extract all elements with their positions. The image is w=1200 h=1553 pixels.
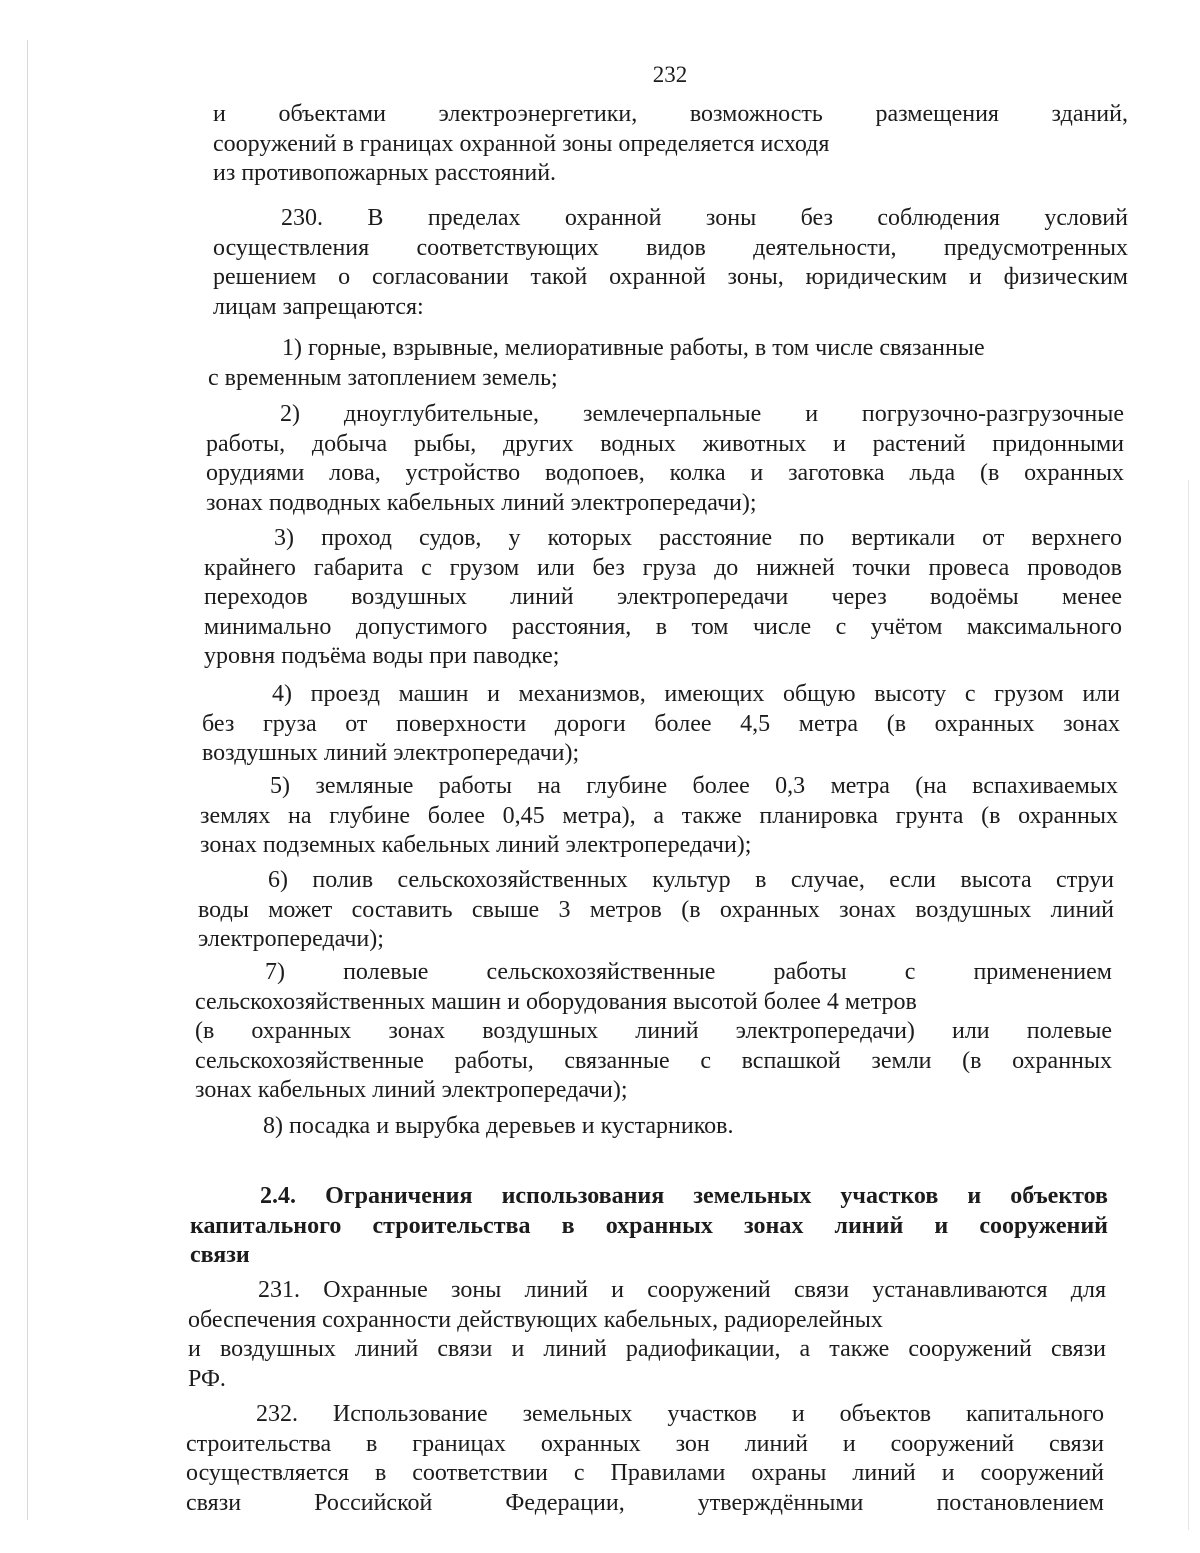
text-line: связи (190, 1242, 250, 1268)
text-line: и объектами электроэнергетики, возможность размещения зданий, (213, 101, 1128, 127)
text-line: 2) дноуглубительные, землечерпальные и погрузочно-разгрузочные (280, 401, 1124, 427)
text-line: работы, добыча рыбы, других водных животных и растений придонными (206, 430, 1124, 457)
text-line: воды может составить свыше 3 метров (в охранных зонах воздушных линий (198, 896, 1114, 923)
text-line: лицам запрещаются: (213, 293, 424, 320)
text-line: 232. Использование земельных участков и объектов капитального (256, 1401, 1104, 1427)
text-line: решением о согласовании такой охранной зоны, юридическим и физическим (213, 264, 1128, 290)
text-line: воздушных линий электропередачи); (202, 740, 580, 766)
paragraph-continuation (213, 100, 1128, 189)
text-line: 8) посадка и вырубка деревьев и кустарников. (263, 1113, 734, 1139)
list-item-2 (206, 400, 1124, 518)
paragraph-231 (188, 1276, 1106, 1394)
text-line: 1) горные, взрывные, мелиоративные работы, в том числе связанные (282, 335, 985, 361)
text-line: 3) проход судов, у которых расстояние по вертикали от верхнего (274, 525, 1122, 551)
text-line: уровня подъёма воды при паводке; (204, 643, 560, 669)
text-line: минимально допустимого расстояния, в том числе с учётом максимального (204, 613, 1122, 640)
text-line: 2.4. Ограничения использования земельных участков и объектов (260, 1183, 1108, 1209)
list-item-1 (208, 334, 1123, 393)
text-line: сельскохозяйственных машин и оборудования высотой более 4 метров (195, 988, 917, 1015)
text-line: 6) полив сельскохозяйственных культур в случае, если высота струи (268, 867, 1114, 893)
text-line: 231. Охранные зоны линий и сооружений связи устанавливаются для (258, 1277, 1106, 1303)
text-line: капитального строительства в охранных зонах линий и сооружений (190, 1212, 1108, 1239)
text-line: электропередачи); (198, 926, 384, 952)
text-line: обеспечения сохранности действующих кабельных, радиорелейных (188, 1306, 883, 1333)
text-line: без груза от поверхности дороги более 4,5 метра (в охранных зонах (202, 710, 1120, 737)
list-item-7 (195, 958, 1112, 1106)
text-line: зонах подводных кабельных линий электропередачи); (206, 489, 757, 516)
text-line: 7) полевые сельскохозяйственные работы с применением (265, 959, 1112, 985)
text-line: РФ. (188, 1365, 226, 1392)
text-line: осуществляется в соответствии с Правилами охраны линий и сооружений (186, 1460, 1104, 1486)
text-line: 5) земляные работы на глубине более 0,3 метра (на вспахиваемых (270, 773, 1118, 799)
scan-edge-right (1188, 480, 1189, 1530)
text-line: из противопожарных расстояний. (213, 160, 557, 186)
text-line: переходов воздушных линий электропередачи через водоёмы менее (204, 584, 1122, 610)
text-line: орудиями лова, устройство водопоев, колка и заготовка льда (в охранных (206, 460, 1124, 486)
paragraph-230 (213, 204, 1128, 322)
text-line: 4) проезд машин и механизмов, имеющих общую высоту с грузом или (272, 681, 1120, 707)
text-line: с временным затоплением земель; (208, 364, 558, 391)
text-line: зонах подземных кабельных линий электропередачи); (200, 832, 752, 858)
text-line: землях на глубине более 0,45 метра), а также планировка грунта (в охранных (200, 802, 1118, 829)
list-item-4 (202, 680, 1120, 769)
text-line: 230. В пределах охранной зоны без соблюдения условий (281, 205, 1128, 231)
text-line: сельскохозяйственные работы, связанные с вспашкой земли (в охранных (195, 1047, 1112, 1074)
text-line: осуществления соответствующих видов деятельности, предусмотренных (213, 234, 1128, 261)
section-heading-2-4 (190, 1182, 1108, 1271)
list-item-5 (200, 772, 1118, 861)
paragraph-232 (186, 1400, 1104, 1518)
text-line: (в охранных зонах воздушных линий электропередачи) или полевые (195, 1018, 1112, 1044)
page-number: 232 (652, 62, 688, 87)
list-item-6 (198, 866, 1114, 955)
text-line: и воздушных линий связи и линий радиофикации, а также сооружений связи (188, 1336, 1106, 1362)
text-line: строительства в границах охранных зон линий и сооружений связи (186, 1430, 1104, 1457)
text-line: зонах кабельных линий электропередачи); (195, 1077, 628, 1103)
list-item-8 (193, 1112, 1110, 1142)
text-line: связи Российской Федерации, утверждёнными постановлением (186, 1489, 1104, 1516)
text-line: крайнего габарита с грузом или без груза до нижней точки провеса проводов (204, 554, 1122, 581)
scan-edge-left (27, 40, 28, 1520)
list-item-3 (204, 524, 1122, 672)
text-line: сооружений в границах охранной зоны определяется исходя (213, 130, 830, 157)
